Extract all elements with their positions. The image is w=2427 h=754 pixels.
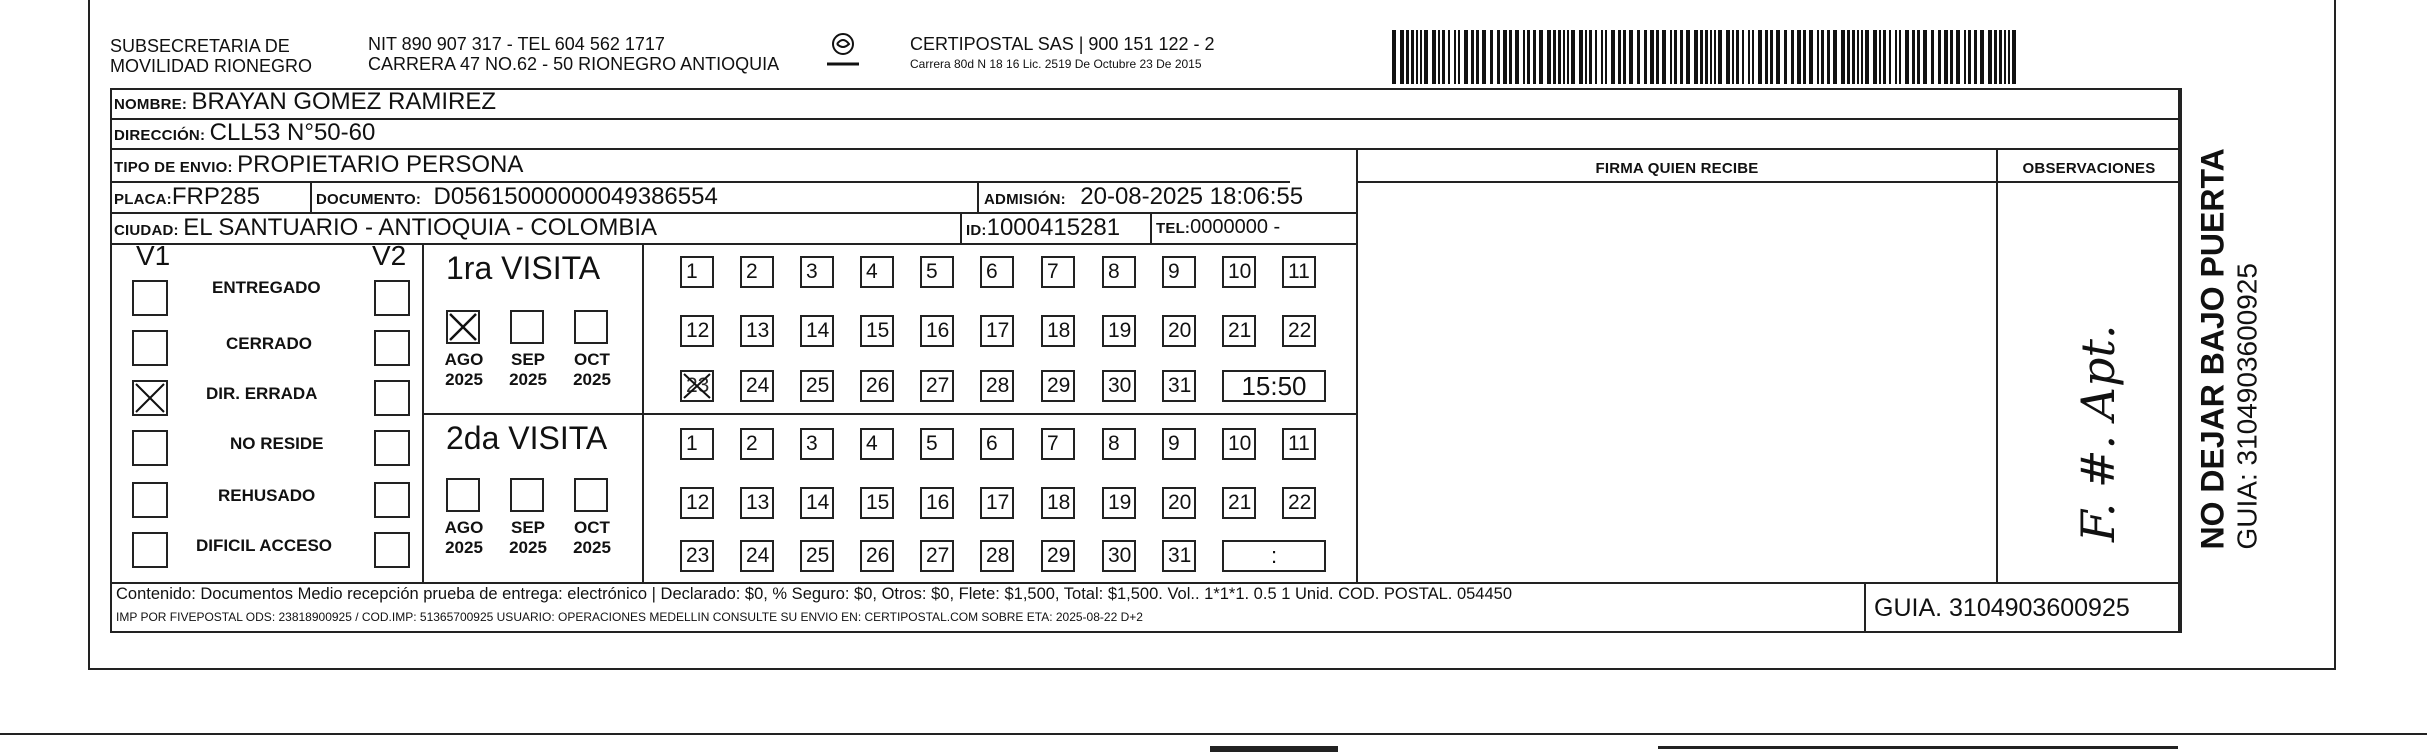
v1-checkbox[interactable] (132, 280, 168, 316)
second-visit-day[interactable]: 10 (1222, 428, 1256, 460)
second-visit-day[interactable]: 28 (980, 540, 1014, 572)
second-visit-day[interactable]: 18 (1041, 487, 1075, 519)
second-visit-day[interactable]: 12 (680, 487, 714, 519)
second-visit-day[interactable]: 30 (1102, 540, 1136, 572)
month-label: OCT 2025 (573, 350, 611, 389)
footer-content: Contenido: Documentos Medio recepción prueba de entrega: electrónico | Declarado: $0, % Seguro: $0, Otros: $0, Flete: $1,500, Total: $1,500. Vol.. 1*1*1. 0.5 1 Unid. COD. POSTAL. 054450 (116, 585, 1513, 603)
first-visit-day[interactable]: 10 (1222, 256, 1256, 288)
placa-field: PLACA:FRP285 (114, 183, 260, 210)
first-visit-day[interactable]: 15 (860, 315, 894, 347)
side-line1: NO DEJAR BAJO PUERTA (2194, 148, 2231, 550)
org-nit: NIT 890 907 317 - TEL 604 562 1717 CARRERA 47 NO.62 - 50 RIONEGRO ANTIOQUIA (368, 34, 780, 74)
first-visit-day[interactable]: 20 (1162, 315, 1196, 347)
second-visit-day[interactable]: 27 (920, 540, 954, 572)
side-note (2184, 110, 2274, 560)
first-visit-day[interactable]: 6 (980, 256, 1014, 288)
second-month-checkbox[interactable] (574, 478, 608, 512)
first-visit-day[interactable]: 11 (1282, 256, 1316, 288)
bottom-rule (1658, 746, 2178, 749)
barcode (1392, 0, 2024, 90)
first-visit-day[interactable]: 4 (860, 256, 894, 288)
second-visit-day[interactable]: 24 (740, 540, 774, 572)
first-visit-day[interactable]: 27 (920, 370, 954, 402)
second-visit-day[interactable]: 31 (1162, 540, 1196, 572)
first-visit-day[interactable]: 19 (1102, 315, 1136, 347)
first-visit-day[interactable]: 28 (980, 370, 1014, 402)
first-month-checkbox[interactable] (574, 310, 608, 344)
second-visit-day[interactable]: 22 (1282, 487, 1316, 519)
nombre-field: NOMBRE: BRAYAN GOMEZ RAMIREZ (114, 88, 496, 115)
observation-handwriting: F. #. Apt. (2071, 324, 2125, 542)
first-visit-day[interactable]: 26 (860, 370, 894, 402)
v1-checkbox[interactable] (132, 482, 168, 518)
option-label: ENTREGADO (212, 278, 321, 297)
certipostal-logo (823, 30, 863, 74)
first-visit-day[interactable]: 30 (1102, 370, 1136, 402)
v2-checkbox[interactable] (374, 430, 410, 466)
second-visit-day[interactable]: 9 (1162, 428, 1196, 460)
first-visit-day[interactable]: 21 (1222, 315, 1256, 347)
month-label: SEP 2025 (509, 350, 547, 389)
first-visit-day[interactable]: 8 (1102, 256, 1136, 288)
first-visit-day[interactable]: 18 (1041, 315, 1075, 347)
first-visit-day[interactable]: 2 (740, 256, 774, 288)
option-label: DIFICIL ACCESO (196, 536, 333, 555)
documento-field: DOCUMENTO: D05615000000049386554 (316, 183, 718, 210)
second-month-checkbox[interactable] (446, 478, 480, 512)
second-visit-day[interactable]: 26 (860, 540, 894, 572)
second-visit-title: 2da VISITA (446, 420, 608, 456)
v2-checkbox[interactable] (374, 330, 410, 366)
first-month-checkbox[interactable] (510, 310, 544, 344)
second-visit-day[interactable]: 4 (860, 428, 894, 460)
first-visit-day[interactable]: 16 (920, 315, 954, 347)
first-visit-day[interactable]: 3 (800, 256, 834, 288)
first-visit-day[interactable]: 5 (920, 256, 954, 288)
second-visit-day[interactable]: 29 (1041, 540, 1075, 572)
first-visit-day[interactable]: 29 (1041, 370, 1075, 402)
second-visit-day[interactable]: 23 (680, 540, 714, 572)
second-visit-time[interactable]: : (1222, 540, 1326, 572)
v1-checkbox[interactable] (132, 532, 168, 568)
option-label: REHUSADO (218, 486, 316, 505)
second-visit-day[interactable]: 8 (1102, 428, 1136, 460)
courier-info: CERTIPOSTAL SAS | 900 151 122 - 2 Carrera 80d N 18 16 Lic. 2519 De Octubre 23 De 2015 (910, 34, 1215, 71)
option-label: DIR. ERRADA (206, 384, 318, 403)
first-visit-day[interactable]: 12 (680, 315, 714, 347)
month-label: AGO 2025 (444, 350, 484, 389)
v2-label: V2 (372, 240, 407, 271)
second-visit-day[interactable]: 14 (800, 487, 834, 519)
first-visit-title: 1ra VISITA (446, 250, 601, 286)
footer-guia: GUIA. 3104903600925 (1874, 594, 2130, 622)
second-visit-day[interactable]: 13 (740, 487, 774, 519)
first-visit-day[interactable]: 17 (980, 315, 1014, 347)
month-label: SEP 2025 (509, 518, 547, 557)
second-visit-day[interactable]: 19 (1102, 487, 1136, 519)
second-month-checkbox[interactable] (510, 478, 544, 512)
bottom-mark (1210, 746, 1338, 752)
v1-checkbox[interactable] (132, 380, 168, 416)
tel-field: TEL:0000000 - (1156, 216, 1281, 238)
second-visit-day[interactable]: 20 (1162, 487, 1196, 519)
first-visit-day[interactable]: 24 (740, 370, 774, 402)
v1-label: V1 (136, 240, 171, 271)
second-visit-day[interactable]: 25 (800, 540, 834, 572)
first-visit-day[interactable]: 25 (800, 370, 834, 402)
second-visit-day[interactable]: 3 (800, 428, 834, 460)
option-label: NO RESIDE (230, 434, 324, 453)
first-visit-day[interactable]: 31 (1162, 370, 1196, 402)
second-visit-day[interactable]: 17 (980, 487, 1014, 519)
side-line2: GUIA: 3104903600925 (2231, 263, 2263, 550)
admision-field: ADMISIÓN: 20-08-2025 18:06:55 (984, 183, 1304, 210)
first-visit-day[interactable]: 22 (1282, 315, 1316, 347)
second-visit-day[interactable]: 16 (920, 487, 954, 519)
v2-checkbox[interactable] (374, 380, 410, 416)
first-visit-day[interactable]: 23 (680, 370, 714, 402)
first-month-checkbox[interactable] (446, 310, 480, 344)
month-label: AGO 2025 (444, 518, 484, 557)
second-visit-day[interactable]: 1 (680, 428, 714, 460)
first-visit-day[interactable]: 13 (740, 315, 774, 347)
direccion-field: DIRECCIÓN: CLL53 N°50-60 (114, 119, 376, 146)
first-visit-day[interactable]: 7 (1041, 256, 1075, 288)
second-visit-day[interactable]: 15 (860, 487, 894, 519)
v1-checkbox[interactable] (132, 430, 168, 466)
org-name: SUBSECRETARIA DE MOVILIDAD RIONEGRO (110, 36, 313, 76)
first-visit-time[interactable]: 15:50 (1222, 370, 1326, 402)
second-visit-day[interactable]: 11 (1282, 428, 1316, 460)
second-visit-day[interactable]: 7 (1041, 428, 1075, 460)
id-field: ID:1000415281 (966, 214, 1121, 241)
ciudad-field: CIUDAD: EL SANTUARIO - ANTIOQUIA - COLOMBIA (114, 214, 658, 241)
v1-checkbox[interactable] (132, 330, 168, 366)
firma-header: FIRMA QUIEN RECIBE (1595, 160, 1759, 177)
v2-checkbox[interactable] (374, 280, 410, 316)
option-label: CERRADO (226, 334, 312, 353)
observaciones-header: OBSERVACIONES (2022, 160, 2156, 177)
second-visit-day[interactable]: 6 (980, 428, 1014, 460)
tipo-envio-field: TIPO DE ENVIO: PROPIETARIO PERSONA (114, 151, 524, 178)
second-visit-day[interactable]: 21 (1222, 487, 1256, 519)
footer-imp: IMP POR FIVEPOSTAL ODS: 23818900925 / COD.IMP: 51365700925 USUARIO: OPERACIONES MEDELLIN CONSULTE SU ENVIO EN: CERTIPOSTAL.COM SOBRE ETA: 2025-08-22 D+2 (116, 610, 1143, 624)
month-label: OCT 2025 (573, 518, 611, 557)
first-visit-day[interactable]: 1 (680, 256, 714, 288)
v2-checkbox[interactable] (374, 532, 410, 568)
v2-checkbox[interactable] (374, 482, 410, 518)
second-visit-day[interactable]: 5 (920, 428, 954, 460)
first-visit-day[interactable]: 14 (800, 315, 834, 347)
first-visit-day[interactable]: 9 (1162, 256, 1196, 288)
second-visit-day[interactable]: 2 (740, 428, 774, 460)
